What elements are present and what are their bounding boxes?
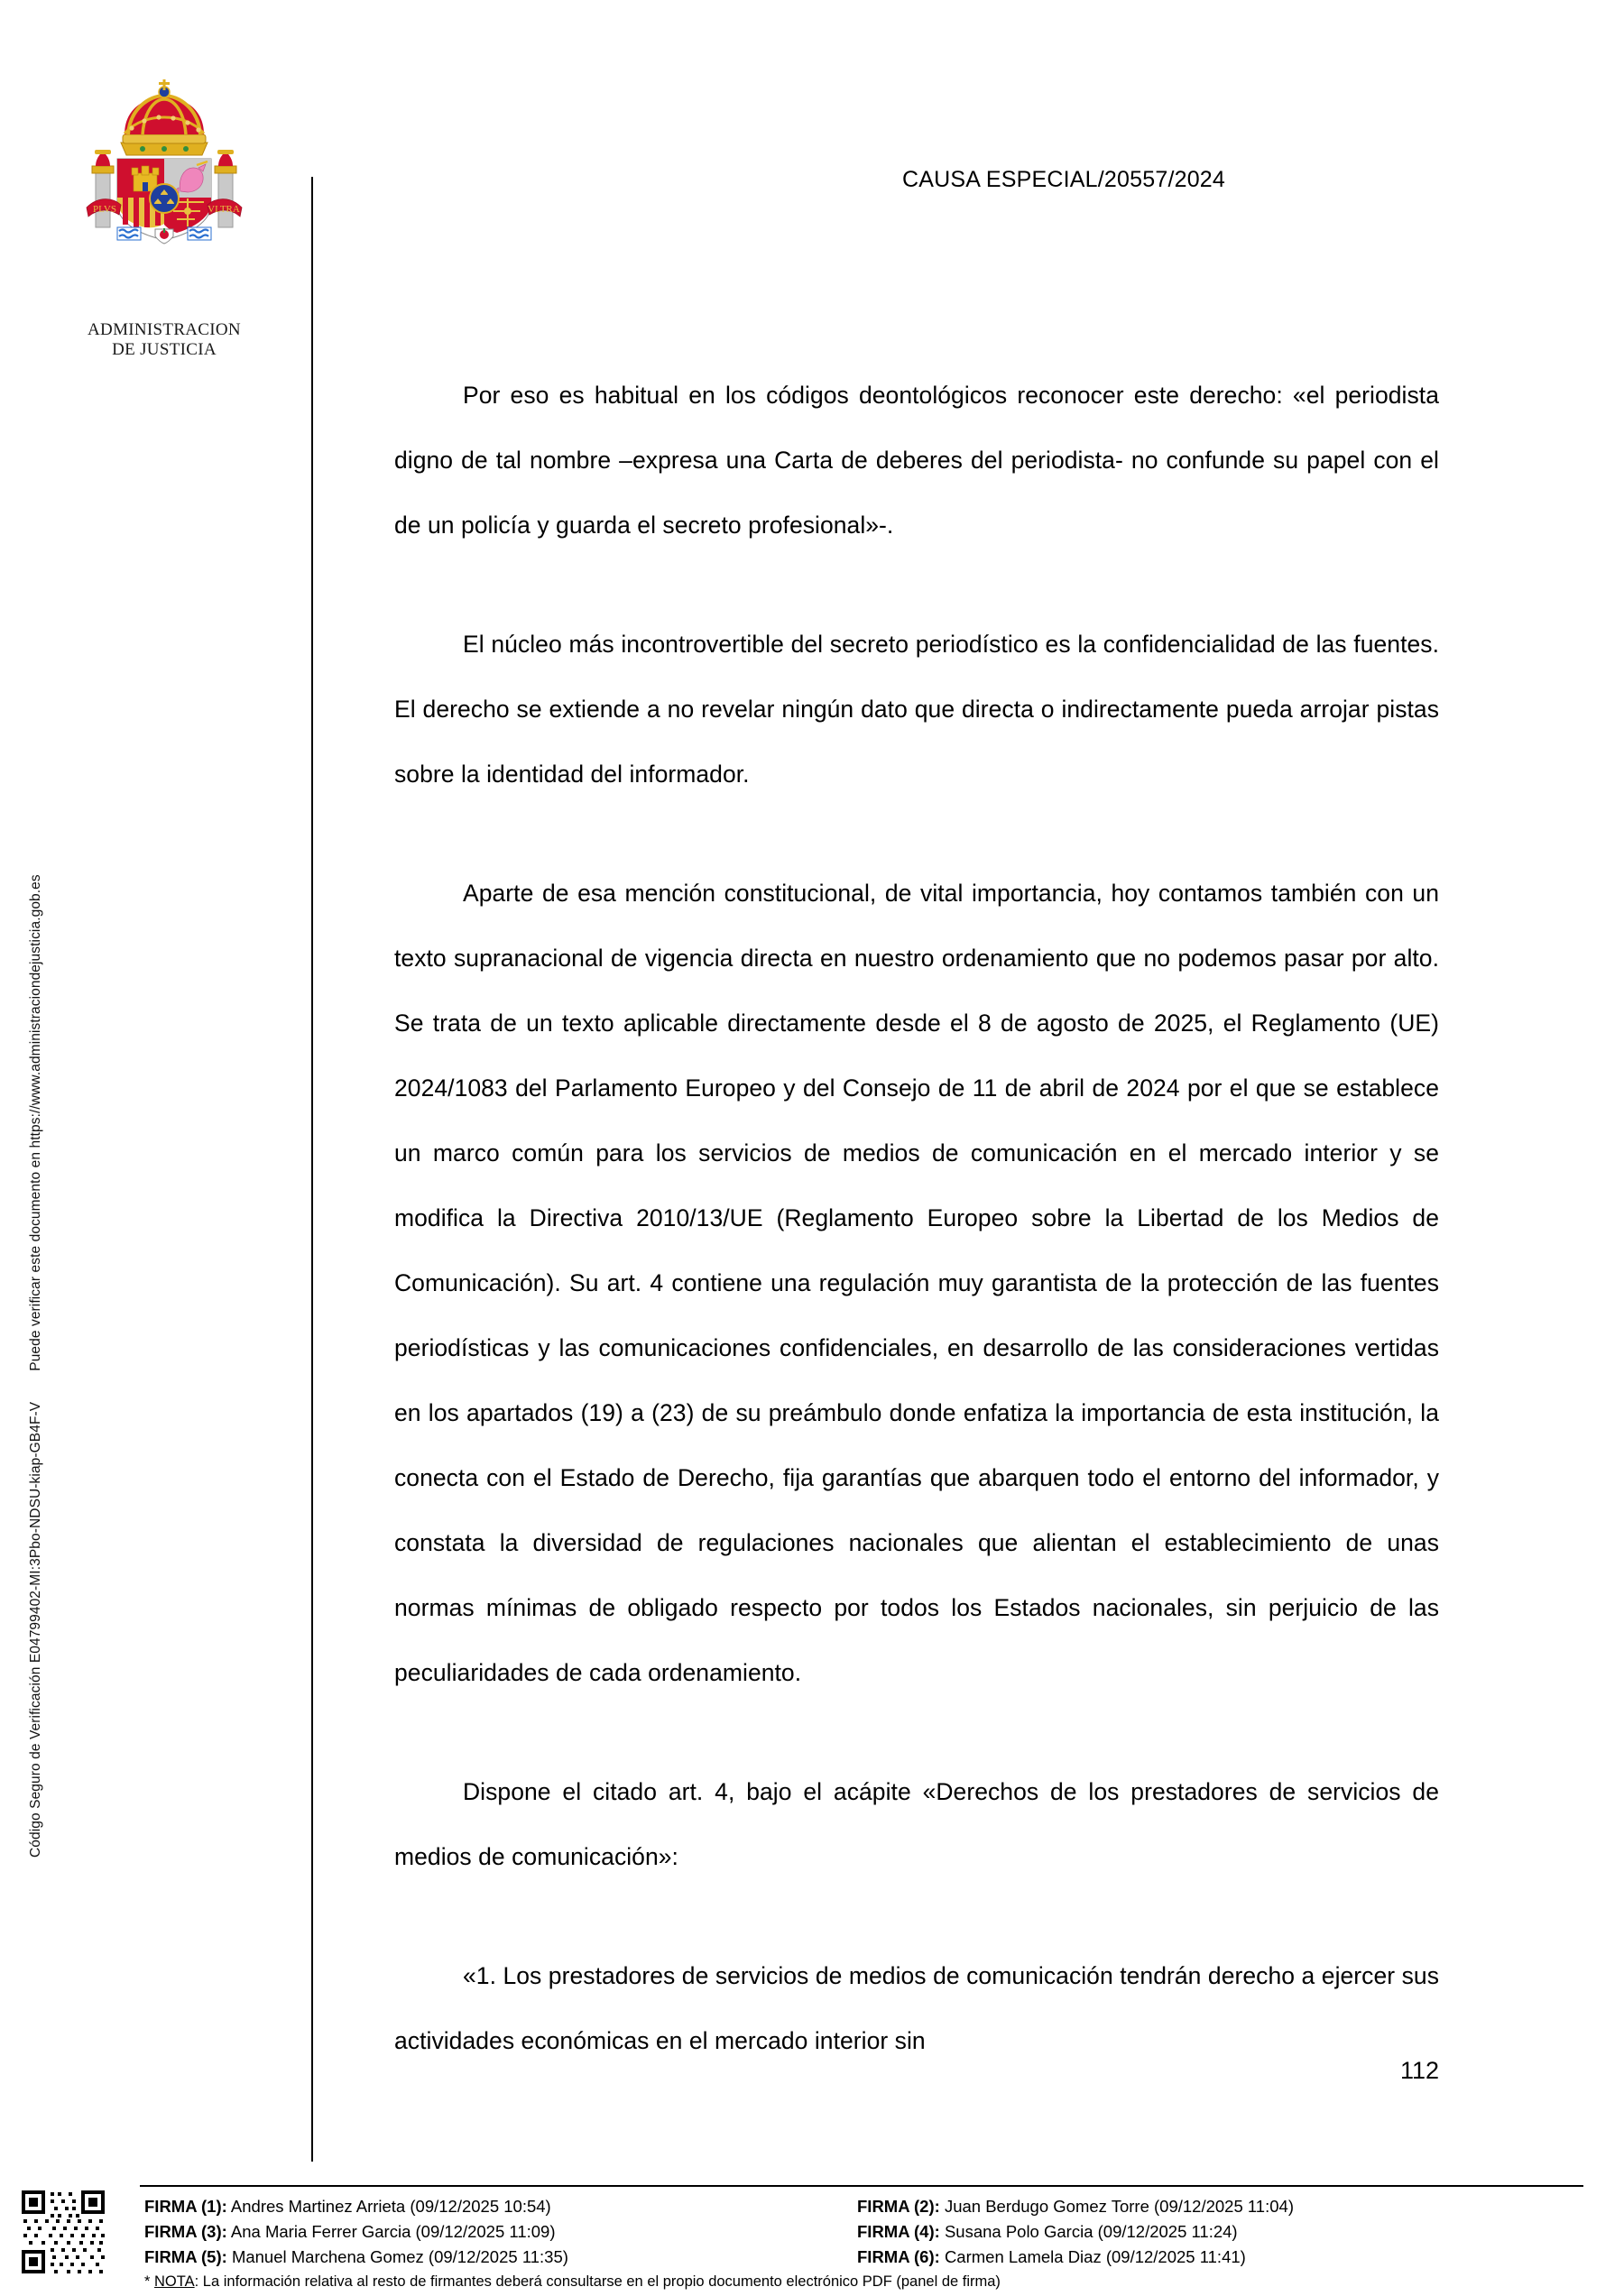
footer-note-prefix: * — [144, 2273, 155, 2290]
spain-coat-of-arms-icon — [65, 78, 263, 249]
signature-value: Juan Berdugo Gomez Torre (09/12/2025 11:04) — [944, 2197, 1294, 2216]
signature-label: FIRMA (2): — [857, 2197, 940, 2216]
emblem-caption-line2: DE JUSTICIA — [112, 340, 217, 360]
emblem-caption — [47, 320, 281, 361]
paragraph: «1. Los prestadores de servicios de medios de comunicación tendrán derecho a ejercer sus actividades económicas en el mercado interior sin — [394, 1962, 1439, 2054]
signature-label: FIRMA (3): — [144, 2222, 227, 2241]
verification-code: Código Seguro de Verificación E04799402-MI:3Pbo-NDSU-kiap-GB4F-V — [28, 1401, 43, 1858]
signature-value: Susana Polo Garcia (09/12/2025 11:24) — [944, 2222, 1238, 2241]
footer-divider — [140, 2185, 1583, 2187]
svg-text:PLVS: PLVS — [93, 204, 116, 215]
emblem-caption-line1: ADMINISTRACION — [88, 320, 241, 339]
signature-value: Ana Maria Ferrer Garcia (09/12/2025 11:09) — [230, 2222, 556, 2241]
paragraph: Aparte de esa mención constitucional, de vital importancia, hoy contamos también con un texto supranacional de vigencia directa en nuestro ordenamiento que no podemos pasar por alto. Se trata de un texto aplicable directamente desde el 8 de agosto de 2025, el Reglamento (UE) 2024/1083 del Parlamento Europeo y del Consejo de 11 de abril de 2024 por el que se establece un marco común para los servicios de medios de comunicación en el mercado interior y se modifica la Directiva 2010/13/UE (Reglamento Europeo sobre la Libertad de los Medios de Comunicación). Su art. 4 contiene una regulación muy garantista de la protección de las fuentes periodísticas y las comunicaciones confidenciales, en desarrollo de las consideraciones vertidas en los apartados (19) a (23) de su preámbulo donde enfatiza la importancia de esta institución, la conecta con el Estado de Derecho, fija garantías que abarquen todo el entorno del informador, y constata la diversidad de regulaciones nacionales que alientan el establecimiento de unas normas mínimas de obligado respecto por todos los Estados nacionales, sin perjuicio de las peculiaridades de cada ordenamiento. — [394, 880, 1439, 1686]
signature-value: Carmen Lamela Diaz (09/12/2025 11:41) — [944, 2247, 1246, 2266]
signature-entry — [857, 2194, 1584, 2219]
signature-entry — [857, 2219, 1584, 2245]
verification-note: Puede verificar este documento en https://www.administraciondejusticia.gob.es — [28, 874, 43, 1371]
page-number: 112 — [1399, 2057, 1439, 2084]
signature-label: FIRMA (1): — [144, 2197, 227, 2216]
signature-footer — [0, 2165, 1624, 2296]
footer-note-keyword: NOTA — [154, 2273, 195, 2290]
signature-label: FIRMA (5): — [144, 2247, 227, 2266]
case-reference-header: CAUSA ESPECIAL/20557/2024 — [902, 167, 1226, 192]
margin-rule — [311, 177, 313, 2162]
footer-note-text: : La información relativa al resto de firmantes deberá consultarse en el propio documento electrónico PDF (panel de firma) — [194, 2273, 1001, 2290]
signature-list — [144, 2194, 1584, 2270]
footer-note — [144, 2273, 1001, 2291]
signature-entry — [857, 2245, 1584, 2270]
paragraph: Dispone el citado art. 4, bajo el acápite «Derechos de los prestadores de servicios de medios de comunicación»: — [394, 1778, 1439, 1870]
signature-label: FIRMA (4): — [857, 2222, 940, 2241]
signature-label: FIRMA (6): — [857, 2247, 940, 2266]
paragraph: Por eso es habitual en los códigos deontológicos reconocer este derecho: «el periodista digno de tal nombre –expresa una Carta de deberes del periodista- no confunde su papel con el de un policía y guarda el secreto profesional»-. — [394, 382, 1439, 539]
paragraph: El núcleo más incontrovertible del secreto periodístico es la confidencialidad de las fuentes. El derecho se extiende a no revelar ningún dato que directa o indirectamente pueda arrojar pistas sobre la identidad del informador. — [394, 631, 1439, 788]
verification-qr-code-icon — [20, 2189, 106, 2275]
document-body — [394, 363, 1439, 2073]
svg-text:VLTRA: VLTRA — [208, 204, 240, 215]
verification-strip-text — [28, 396, 44, 1858]
signature-value: Andres Martinez Arrieta (09/12/2025 10:54) — [230, 2197, 551, 2216]
signature-entry — [144, 2219, 857, 2245]
signature-value: Manuel Marchena Gomez (09/12/2025 11:35) — [231, 2247, 568, 2266]
signature-entry — [144, 2194, 857, 2219]
signature-entry — [144, 2245, 857, 2270]
